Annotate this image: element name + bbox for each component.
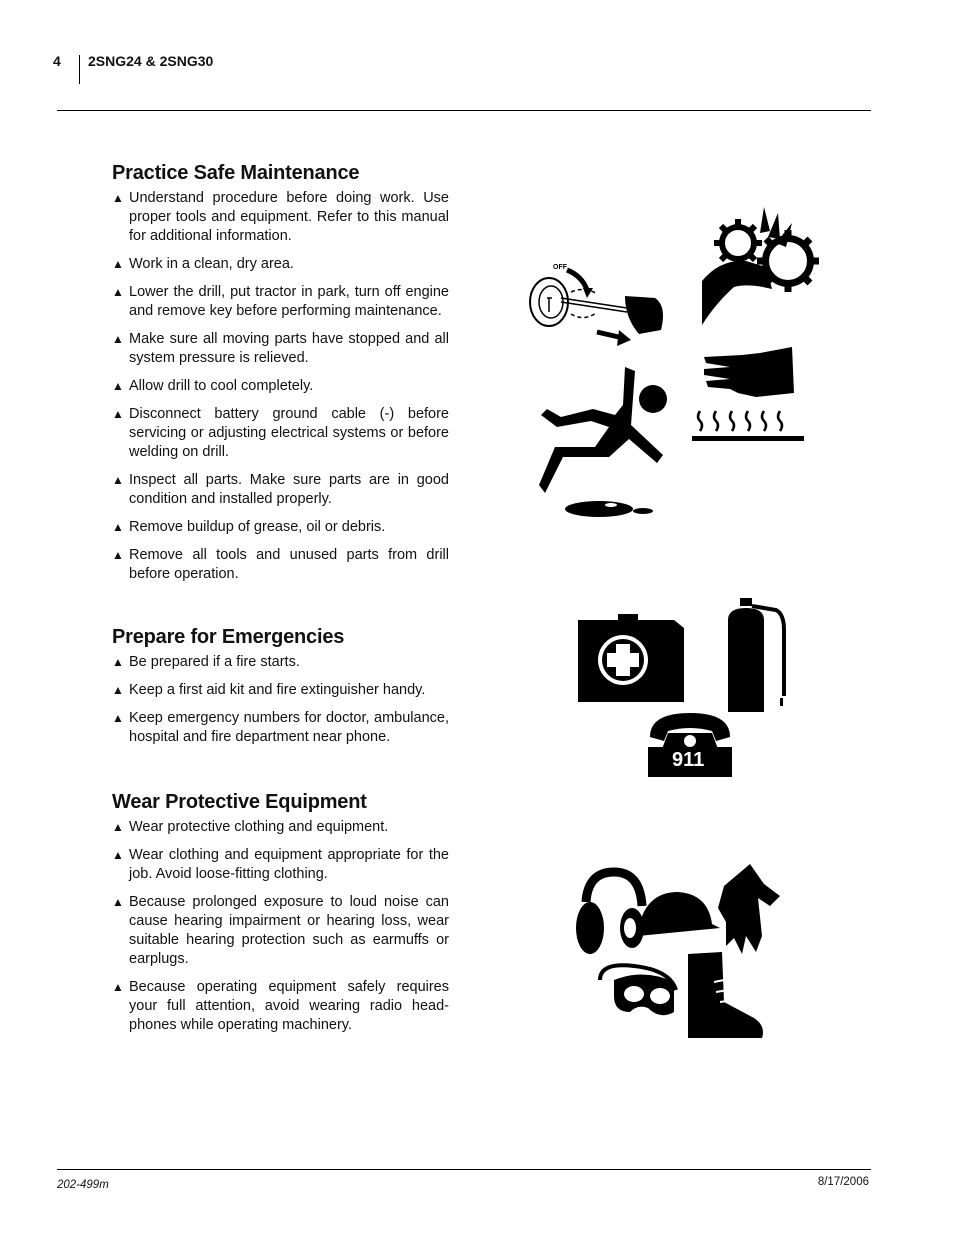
list-item: ▲ Because prolonged exposure to loud noise can cause hearing impairment or hearing loss, wear suitable hearing protection such as earmuffs or earplugs.	[112, 894, 449, 967]
list-item: ▲ Wear clothing and equipment appropriate for the job. Avoid loose-fitting clothing.	[112, 847, 449, 882]
emergency-phone-icon	[648, 711, 732, 777]
list-item: ▲ Remove all tools and unused parts from drill before operation.	[112, 547, 449, 582]
bullet-triangle-icon: ▲	[112, 473, 124, 487]
bullet-triangle-icon: ▲	[112, 980, 124, 994]
footer-rule	[57, 1169, 871, 1170]
bullet-triangle-icon: ▲	[112, 548, 124, 562]
bullet-triangle-icon: ▲	[112, 332, 124, 346]
ignition-off-label: OFF	[553, 264, 567, 271]
header-rule	[57, 110, 871, 111]
document-number: 202-499m	[57, 1179, 109, 1191]
emergency-number: 911	[672, 749, 705, 771]
section-title: Wear Protective Equipment	[112, 791, 367, 813]
list-item: ▲ Work in a clean, dry area.	[112, 256, 294, 272]
list-item: ▲ Allow drill to cool completely.	[112, 378, 314, 394]
list-item: ▲ Remove buildup of grease, oil or debris.	[112, 519, 386, 535]
list-item: ▲ Lower the drill, put tractor in park, turn off engine and remove key before performing maintenance.	[112, 284, 449, 319]
protective-equipment-icon	[574, 862, 786, 1042]
list-item: ▲ Make sure all moving parts have stopped and all system pressure is relieved.	[112, 331, 449, 366]
bullet-triangle-icon: ▲	[112, 379, 124, 393]
page-number: 4	[53, 53, 61, 69]
section-practice-safe-maintenance	[112, 162, 449, 593]
list-item: ▲ Understand procedure before doing work. Use proper tools and equipment. Refer to this manual for additional information.	[112, 190, 449, 244]
document-date: 8/17/2006	[817, 1176, 869, 1188]
list-item: ▲ Disconnect battery ground cable (-) before servicing or adjusting electrical systems or before welding on drill.	[112, 406, 449, 460]
bullet-triangle-icon: ▲	[112, 285, 124, 299]
section-title: Prepare for Emergencies	[112, 626, 345, 648]
list-item: ▲ Keep emergency numbers for doctor, ambulance, hospital and fire department near phone.	[112, 710, 449, 745]
section-title: Practice Safe Maintenance	[112, 162, 360, 184]
list-item: ▲ Keep a first aid kit and fire extinguisher handy.	[112, 682, 426, 698]
gears-hand-icon	[700, 203, 826, 325]
bullet-triangle-icon: ▲	[112, 820, 124, 834]
bullet-triangle-icon: ▲	[112, 191, 124, 205]
bullet-triangle-icon: ▲	[112, 895, 124, 909]
bullet-triangle-icon: ▲	[112, 655, 124, 669]
bullet-triangle-icon: ▲	[112, 848, 124, 862]
bullet-triangle-icon: ▲	[112, 407, 124, 421]
hot-surface-hand-icon	[690, 345, 804, 443]
header-divider	[79, 55, 80, 84]
bullet-list	[112, 818, 449, 1035]
bullet-triangle-icon: ▲	[112, 520, 124, 534]
bullet-list	[112, 189, 449, 584]
list-item: ▲ Be prepared if a fire starts.	[112, 654, 300, 670]
bullet-triangle-icon: ▲	[112, 711, 124, 725]
header-model: 2SNG24 & 2SNG30	[88, 53, 214, 69]
slip-fall-icon	[539, 365, 671, 525]
section-wear-protective-equipment	[112, 791, 449, 1044]
section-prepare-for-emergencies	[112, 626, 449, 756]
ignition-key-icon	[527, 258, 669, 346]
bullet-triangle-icon: ▲	[112, 257, 124, 271]
bullet-list	[112, 653, 449, 747]
list-item: ▲ Inspect all parts. Make sure parts are in good condition and installed properly.	[112, 472, 449, 507]
first-aid-kit-icon	[578, 612, 686, 704]
fire-extinguisher-icon	[724, 596, 788, 714]
bullet-triangle-icon: ▲	[112, 683, 124, 697]
list-item: ▲ Wear protective clothing and equipment.	[112, 819, 389, 835]
list-item: ▲ Because operating equipment safely requires your full attention, avoid wearing radio headphones while operating machinery.	[112, 979, 449, 1033]
